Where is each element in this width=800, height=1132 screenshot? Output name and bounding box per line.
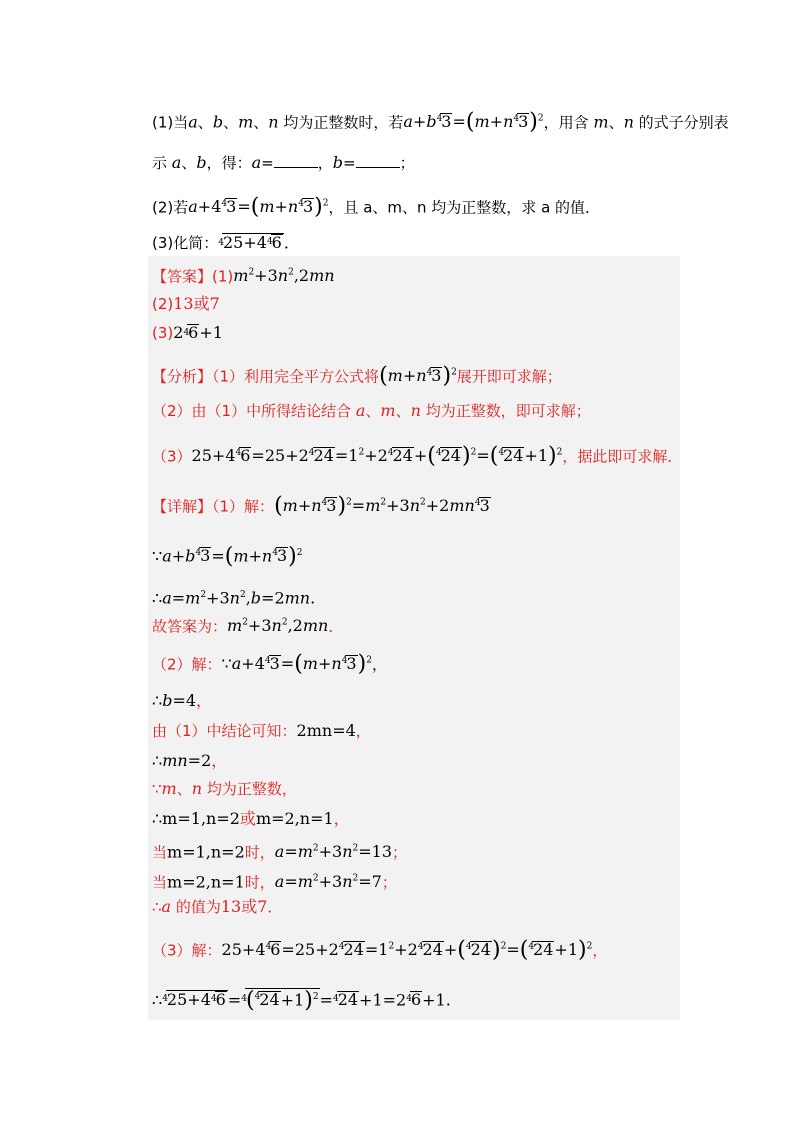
detail-line13: ∴a 的值为13或7．	[152, 897, 283, 916]
answer-blank-b[interactable]	[356, 151, 400, 168]
detail-line12: 当m=2,n=1时，$a=m^2+3n^2=7$；	[152, 872, 397, 892]
question-part1: (1)当a、b、m、n 均为正整数时，若$a+b^43=(m+n^43)^2$，用含 m、n 的式子分别表	[152, 109, 729, 135]
answer-line1: 【答案】$(1)m^2+3n^2,2mn$	[152, 266, 335, 286]
detail-line10: ∴m=1,n=2或m=2,n=1，	[152, 809, 350, 828]
detail-line11: 当m=1,n=2时，$a=m^2+3n^2=13$；	[152, 842, 408, 862]
detail-line4: 故答案为：$m^2+3n^2,2mn$．	[152, 616, 344, 636]
detail-line1: 【详解】（1）解：$(m+n^43)^2=m^2+3n^2+2mn^43$	[152, 493, 490, 519]
detail-line3: $\therefore a=m^2+3n^2,b=2mn$.	[152, 588, 316, 608]
detail-line6: ∴b=4，	[152, 691, 213, 710]
detail-line5: （2）解：$\because a+4^43=(m+n^43)^2$，	[152, 651, 387, 677]
answer-line2: (2)13或7	[152, 294, 220, 313]
question-part2: (2)若$a+4^43=(m+n^43)^2$，且 a、m、n 均为正整数，求 a 的值．	[152, 194, 601, 220]
detail-line2: $\because a+b^43=(m+n^43)^2$	[152, 543, 303, 569]
detail-line14: （3）解：$25+4^46=25+2^424=1^2+2^424+(^424)^2=(^424+1)^2$，	[152, 937, 608, 963]
analysis-line3: $(3)25+4^46=25+2^424=1^2+2^424+(^424)^2=(^424+1)^2$，据此即可求解．	[152, 443, 683, 469]
detail-line7: 由（1）中结论可知：2mn=4，	[152, 721, 371, 740]
answer-line3: $(3)2^46+1$	[152, 323, 223, 342]
analysis-line1: 【分析】（1）利用完全平方公式将$(m+n^43)^2$展开即可求解；	[152, 363, 562, 389]
detail-line15: $\therefore^425+4^46 =^4(^424+1)^2=^424+1=2^46+1$.	[152, 987, 451, 1013]
question-part1-line2: 示 a、b，得：a= ，b= ；	[152, 153, 415, 172]
detail-line9: ∵m、n 均为正整数，	[152, 779, 297, 798]
detail-line8: ∴mn=2，	[152, 751, 228, 770]
question-part3: (3)化简：$^425+4^46$ ．	[152, 233, 300, 252]
answer-blank-a[interactable]	[274, 151, 318, 168]
analysis-line2: （2）由（1）中所得结论结合 a、m、n 均为正整数，即可求解；	[152, 401, 591, 420]
